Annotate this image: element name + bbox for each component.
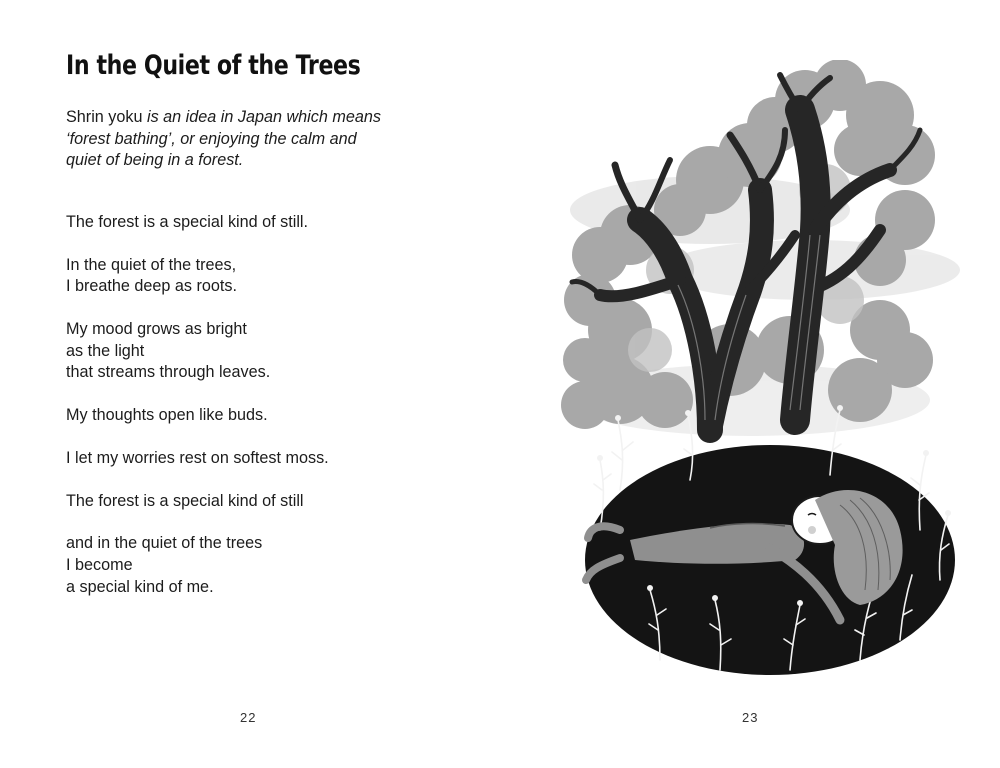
stanza <box>66 212 329 234</box>
poem-line: I become <box>66 556 133 575</box>
poem-line: as the light <box>66 341 145 360</box>
poem-line: and in the quiet of the trees <box>66 534 263 553</box>
intro-text-line-1: is an idea in Japan which means <box>142 108 381 126</box>
stanza <box>66 405 329 427</box>
poem-line: My mood grows as bright <box>66 320 247 339</box>
stanza <box>66 319 329 384</box>
poem-line: I breathe deep as roots. <box>66 277 237 296</box>
poem-line: The forest is a special kind of still. <box>66 213 309 231</box>
intro-text-line-2: ‘forest bathing’, or enjoying the calm and <box>66 129 357 148</box>
poem-line: In the quiet of the trees, <box>66 255 237 274</box>
intro-text-line-3: quiet of being in a forest. <box>66 151 244 170</box>
poem-line: The forest is a special kind of still <box>66 491 304 510</box>
page-number-right: 23 <box>742 710 759 725</box>
stanza <box>66 533 329 598</box>
poem-line: a special kind of me. <box>66 577 214 596</box>
forest-illustration <box>560 60 960 680</box>
stanza <box>66 491 329 513</box>
poem-line: I let my worries rest on softest moss. <box>66 448 329 467</box>
poem-line: My thoughts open like buds. <box>66 406 268 425</box>
stanza <box>66 448 329 470</box>
page-number-left: 22 <box>240 710 257 725</box>
stanza <box>66 255 329 298</box>
poem-title: In the Quiet of the Trees <box>66 50 361 81</box>
poem-line: that streams through leaves. <box>66 363 271 382</box>
intro-paragraph <box>66 107 446 172</box>
poem-body <box>66 212 329 619</box>
intro-term: Shrin yoku <box>66 108 143 126</box>
